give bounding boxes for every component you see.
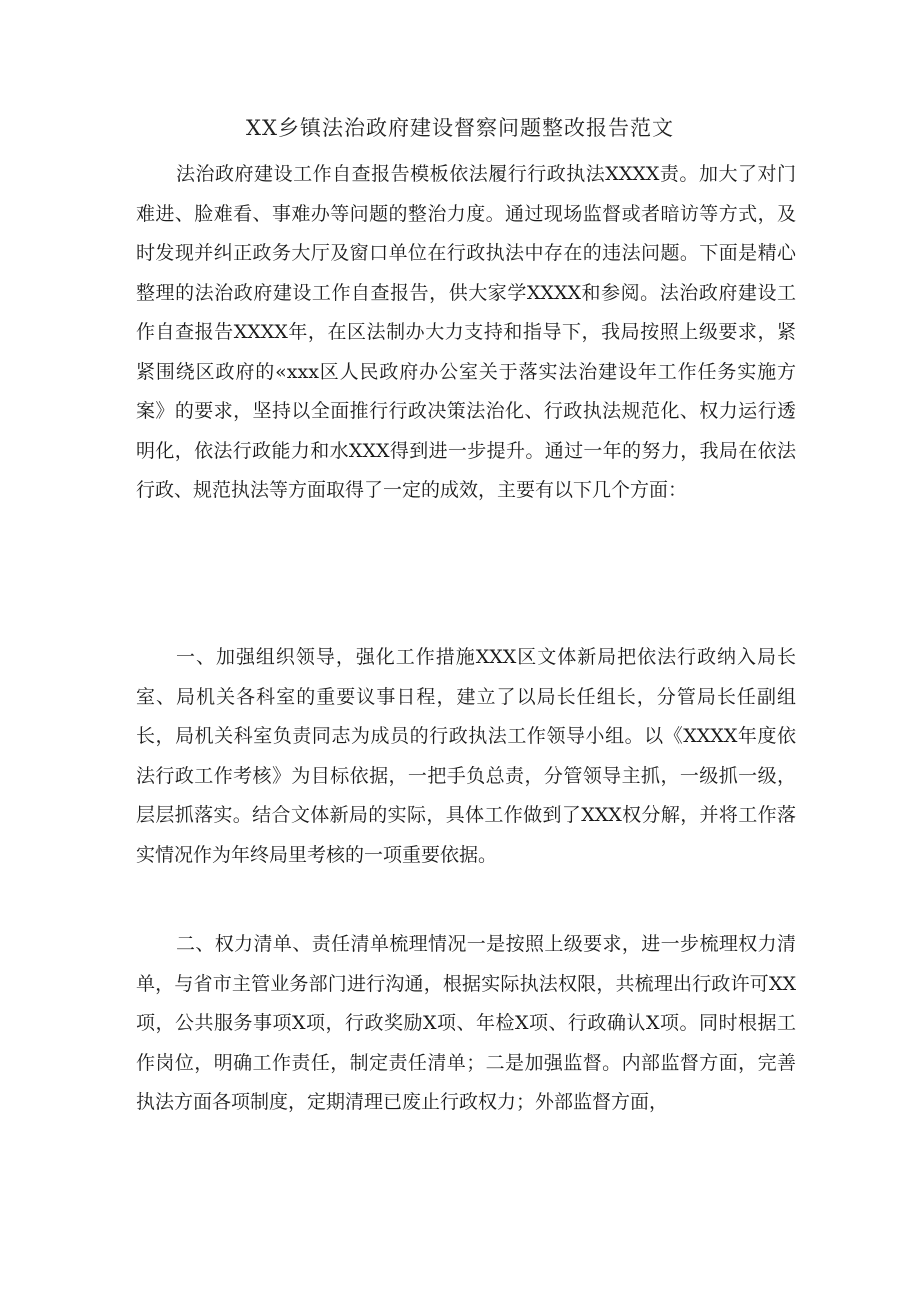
paragraph-section-two: 二、权力清单、责任清单梳理情况一是按照上级要求，进一步梳理权力清单，与省市主管业务部门进行沟通，根据实际执法权限，共梳理出行政许可XX项，公共服务事项X项，行政奖励X项、年检X项、行政确认X项。同时根据工作岗位，明确工作责任，制定责任清单；二是加强监督。内部监督方面，完善执法方面各项制度，定期清理已废止行政权力；外部监督方面，: [136, 933, 796, 1113]
paragraph-section-one: 一、加强组织领导，强化工作措施XXX区文体新局把依法行政纳入局长室、局机关各科室的重要议事日程，建立了以局长任组长，分管局长任副组长，局机关科室负责同志为成员的行政执法工作领导小组。以《XXXX年度依法行政工作考核》为目标依据，一把手负总责，分管领导主抓，一级抓一级，层层抓落实。结合文体新局的实际，具体工作做到了XXX权分解，并将工作落实情况作为年终局里考核的一项重要依据。: [136, 646, 796, 866]
document-title: XX乡镇法治政府建设督察问题整改报告范文: [246, 116, 674, 140]
paragraph-intro: 法治政府建设工作自查报告模板依法履行行政执法XXXX责。加大了对门难进、脸难看、事难办等问题的整治力度。通过现场监督或者暗访等方式，及时发现并纠正政务大厅及窗口单位在行政执法中存在的违法问题。下面是精心整理的法治政府建设工作自查报告，供大家学XXXX和参阅。法治政府建设工作自查报告XXXX年，在区法制办大力支持和指导下，我局按照上级要求，紧紧围绕区政府的«xxx区人民政府办公室关于落实法治建设年工作任务实施方案》的要求，坚持以全面推行行政决策法治化、行政执法规范化、权力运行透明化，依法行政能力和水XXX得到进一步提升。通过一年的努力，我局在依法行政、规范执法等方面取得了一定的成效，主要有以下几个方面：: [136, 163, 796, 501]
